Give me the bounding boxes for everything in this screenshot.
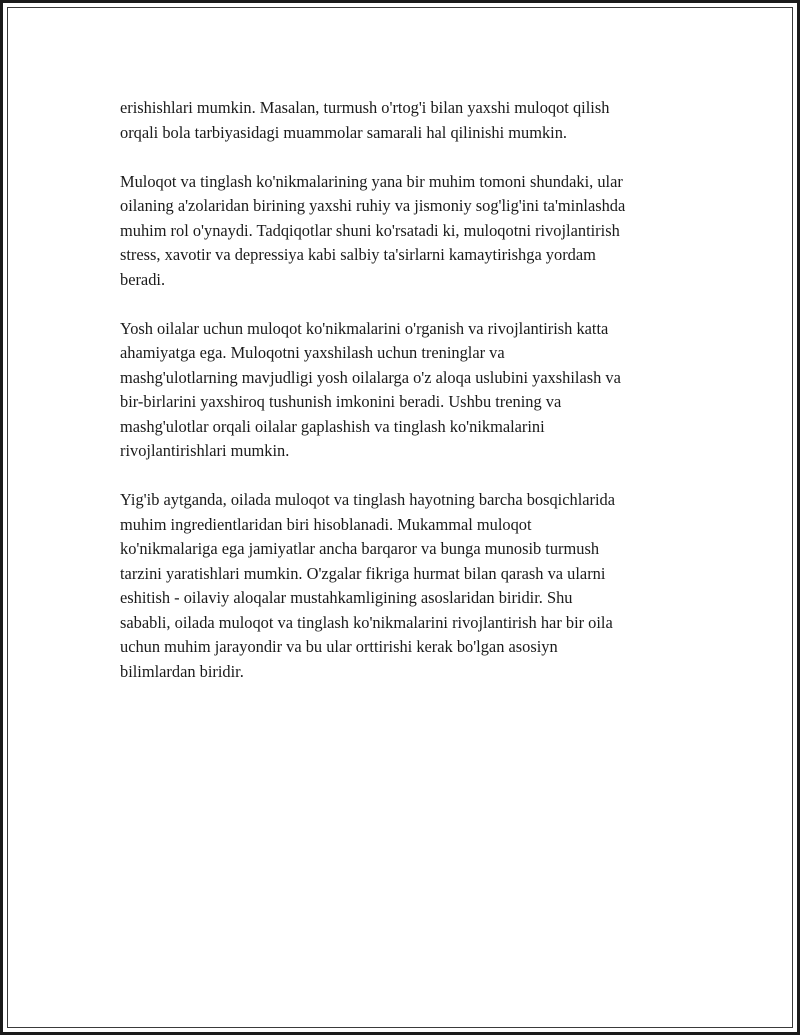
paragraph-3 <box>120 317 690 464</box>
paragraph-2 <box>120 170 690 293</box>
text-line: muhim ingredientlaridan biri hisoblanadi. Mukammal muloqot <box>120 514 532 534</box>
text-line: bir-birlarini yaxshiroq tushunish imkonini beradi. Ushbu trening va <box>120 392 562 411</box>
text-line: sababli, oilada muloqot va tinglash ko'nikmalarini rivojlantirish har bir oila <box>120 612 613 632</box>
text-line: erishishlari mumkin. Masalan, turmush o'rtog'i bilan yaxshi muloqot qilish <box>120 98 610 117</box>
text-line: oilaning a'zolaridan birining yaxshi ruhiy va jismoniy sog'lig'ini ta'minlashda <box>120 196 626 215</box>
paragraph-1 <box>120 96 690 145</box>
document-body <box>120 96 690 709</box>
text-line: mashg'ulotlar orqali oilalar gaplashish va tinglash ko'nikmalarini <box>120 416 545 436</box>
text-line: mashg'ulotlarning mavjudligi yosh oilalarga o'z aloqa uslubini yaxshilash va <box>120 367 621 387</box>
text-line: ko'nikmalariga ega jamiyatlar ancha barqaror va bunga munosib turmush <box>120 539 600 558</box>
text-line: Yosh oilalar uchun muloqot ko'nikmalarini o'rganish va rivojlantirish katta <box>120 318 609 338</box>
text-line: stress, xavotir va depressiya kabi salbiy ta'sirlarni kamaytirishga yordam <box>120 245 596 264</box>
paragraph-4 <box>120 488 690 684</box>
text-line: beradi. <box>120 269 166 289</box>
text-line: orqali bola tarbiyasidagi muammolar samarali hal qilinishi mumkin. <box>120 122 568 142</box>
text-line: Yig'ib aytganda, oilada muloqot va tinglash hayotning barcha bosqichlarida <box>120 490 616 509</box>
text-line: muhim rol o'ynaydi. Tadqiqotlar shuni ko'rsatadi ki, muloqotni rivojlantirish <box>120 220 620 240</box>
text-line: eshitish - oilaviy aloqalar mustahkamligining asoslaridan biridir. Shu <box>120 588 573 607</box>
text-line: uchun muhim jarayondir va bu ular orttirishi kerak bo'lgan asosiyn <box>120 637 558 656</box>
text-line: ahamiyatga ega. Muloqotni yaxshilash uchun treninglar va <box>120 343 505 362</box>
text-line: rivojlantirishlari mumkin. <box>120 441 290 460</box>
text-line: bilimlardan biridir. <box>120 661 244 681</box>
text-line: tarzini yaratishlari mumkin. O'zgalar fikriga hurmat bilan qarash va ularni <box>120 563 606 583</box>
text-line: Muloqot va tinglash ko'nikmalarining yana bir muhim tomoni shundaki, ular <box>120 171 623 191</box>
